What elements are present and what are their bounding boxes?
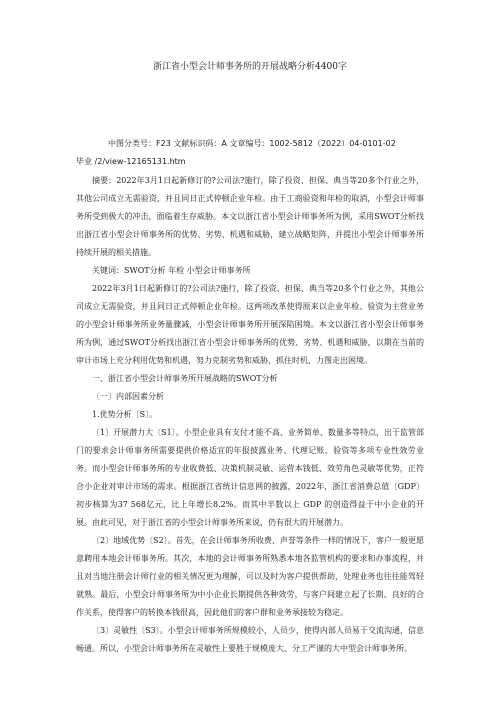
body-paragraph: 〔1〕开展潜力大〔S1〕。小型企业具有支付才能不高、业务简单、数量多等特点，出于监管部门的要求会计师事务所需要提供价格适宜的年报披露业务、代理记账、验资等多项专业性效劳业务。而小型会计师事务所的专业收费低、决策机制灵敏、运营本钱低、效劳角色灵敏等优势，正符合小企业对审计市场的需求。根据浙江省统计信息网的披露，2022年，浙江省消费总值〔GDP〕初步核算为37 568亿元，比上年增长8.2%。而其中半数以上 GDP 的创造得益于中小企业的开展。由此可见，对于浙江省的小型会计师事务所来说，仍有很大的开展潜力。 <box>76 428 424 527</box>
body-paragraph: 〔2〕地域优势〔S2〕。首先，在会计师事务所收费、声誉等条件一样的情况下，客户一般更愿意聘用本地会计师事务所。其次，本地的会计师事务所熟悉本地各监管机构的要求和办事流程，并且对当地注册会计师行业的相关情况更为理解，可以及时为客户提供帮助，处理业务也往往能驾轻就熟。最后，小型会计师事务所为中小企业长期提供各种效劳，与客户间建立起了长期、良好的合作关系，使得客户的转换本钱很高，因此他们的客户群和业务承接较为稳定。 <box>76 536 424 617</box>
subsubsection-heading: 1.优势分析〔S〕。 <box>92 410 158 419</box>
document-title: 浙江省小型会计师事务所的开展战略分析4400字 <box>153 62 347 72</box>
section-heading: 一、浙江省小型会计师事务所开展战略的SWOT分析 <box>92 374 278 383</box>
document-meta <box>76 135 424 171</box>
intro-paragraph: 2022年3月1日起新修订的?公司法?施行，除了投资、担保、典当等20多个行业之外，其他公司成立无需验资，并且同日正式停顿企业年检。这两项改革使得原来以企业年检、验资为主营业务的小型会计师事务所业务量骤减，小型会计师事务所开展深陷困境。本文以浙江省小型会计师事务所为例，通过SWOT分析找出浙江省小型会计师事务所的优势、劣势、机遇和威胁，以期在当前的审计市场上充分利用优势和机遇，努力克制劣势和威胁，抓住时机，力图走出困境。 <box>76 284 424 365</box>
body-paragraph: 〔3〕灵敏性〔S3〕。小型会计师事务所规模较小，人员少，使得内部人员易于交流沟通，信息畅通。所以，小型会计师事务所在灵敏性上要胜于规模庞大、分工严谨的大中型会计师事务所。 <box>76 626 424 653</box>
document-body <box>76 172 424 658</box>
source-line: 毕业 /2/view-12165131.htm <box>76 157 186 166</box>
subsection-heading: 〔一〕内部因素分析 <box>92 392 164 401</box>
classification-line: 中图分类号：F23 文献标识码：A 文章编号：1002-5812（2022）04-0101-02 <box>108 139 396 148</box>
abstract-paragraph: 摘要：2022年3月1日起新修订的?公司法?施行，除了投资、担保、典当等20多个行业之外，其他公司成立无需验资，并且同日正式停顿企业年检。由于工商验资和年检的取消，小型会计师事务所受到极大的冲击，面临着生存威胁。本文以浙江省小型会计师事务所为例，采用SWOT分析找出浙江省小型会计师事务所的优势、劣势、机遇和威胁，建立战略矩阵，并提出小型会计师事务所持续开展的相关措施。 <box>76 176 424 257</box>
keywords-paragraph: 关键词：SWOT分析 年检 小型会计师事务所 <box>92 266 251 275</box>
